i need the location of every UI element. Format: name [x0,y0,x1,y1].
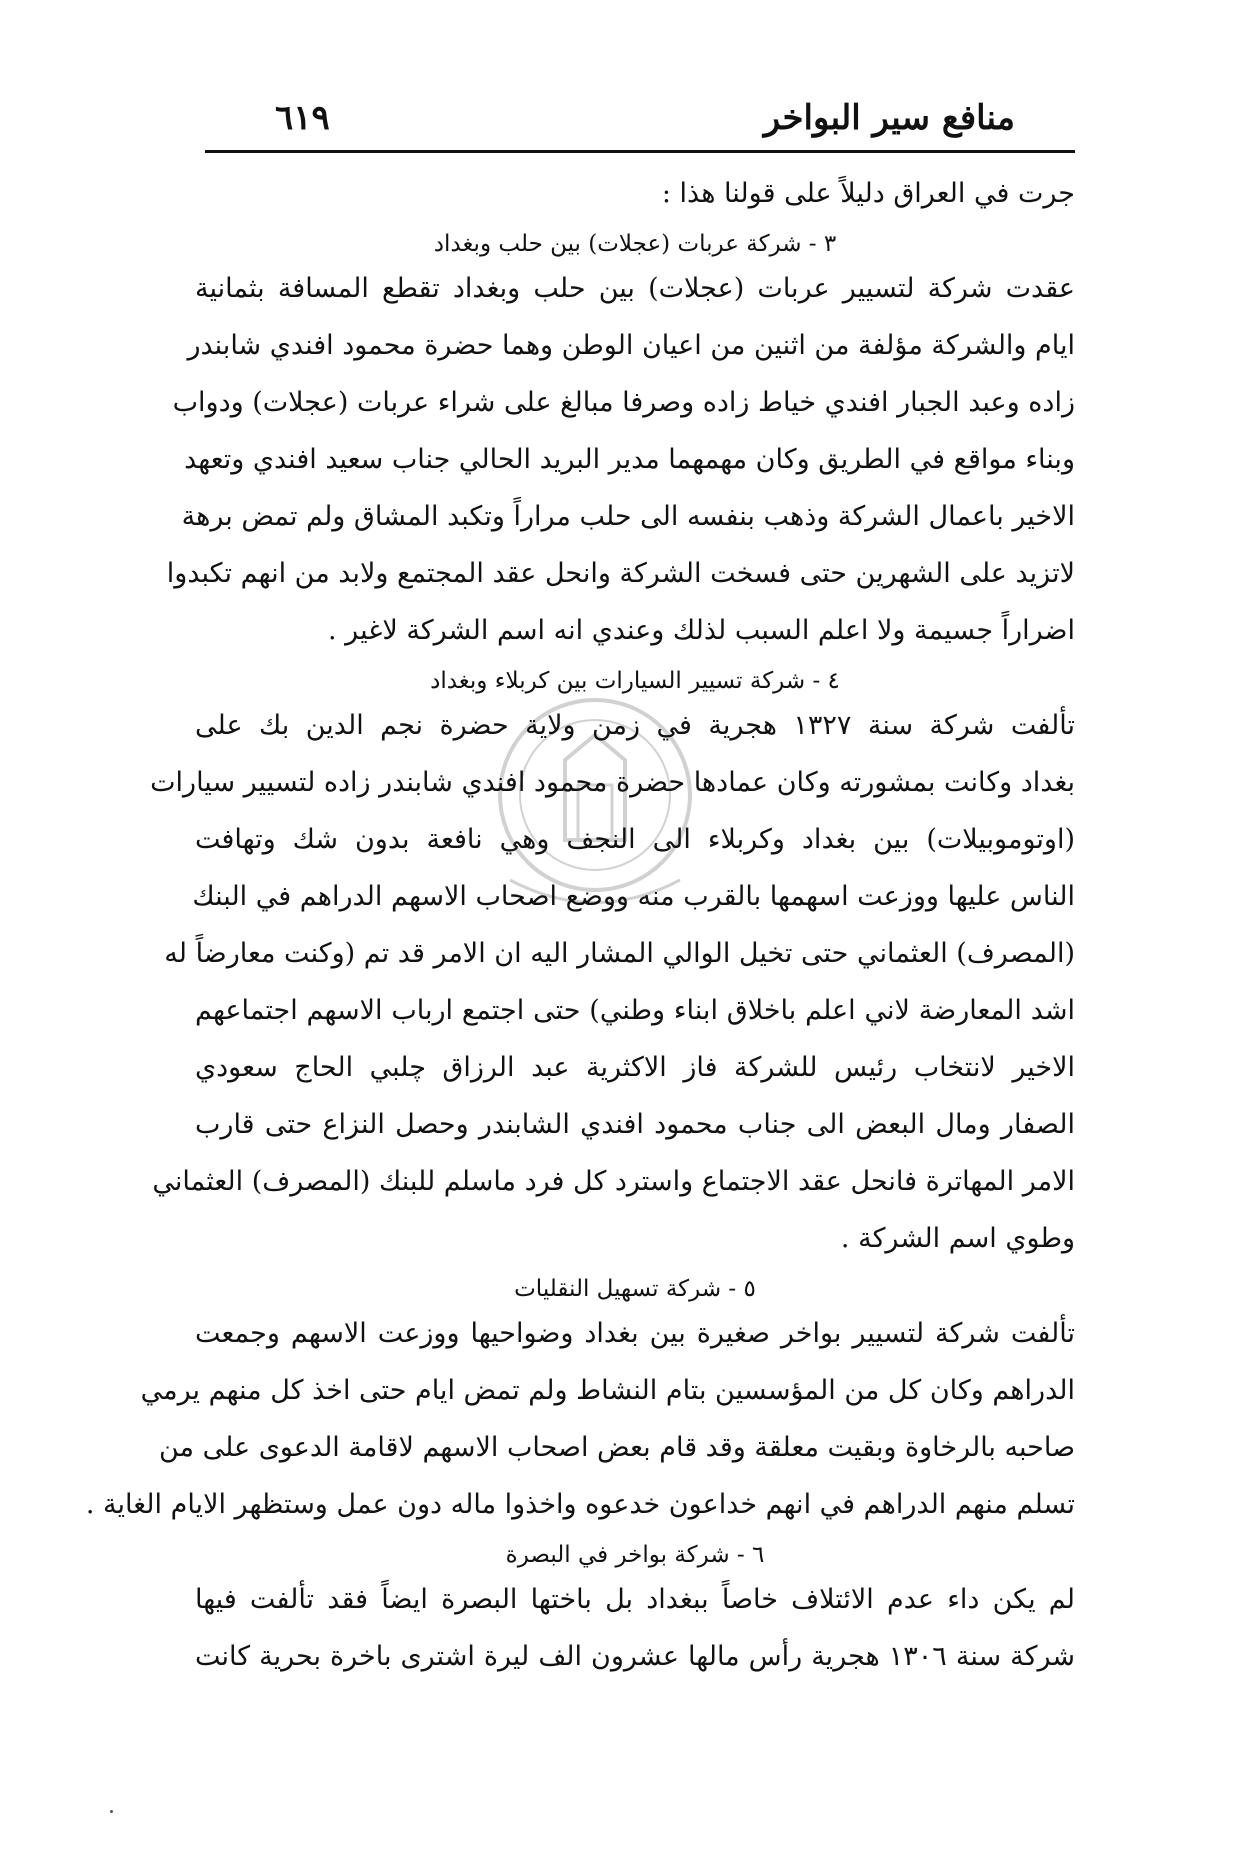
speck [110,1810,113,1813]
page-body [85,170,1076,1690]
text-line: اشد المعارضة لاني اعلم باخلاق ابناء وطني) حتى اجتمع ارباب الاسهم اجتماعهم [195,995,1075,1026]
text-line: اضراراً جسيمة ولا اعلم السبب لذلك وعندي انه اسم الشركة لاغير . [328,615,1075,646]
text-line: لم يكن داء عدم الائتلاف خاصاً ببغداد بل باختها البصرة ايضاً فقد تألفت فيها [195,1584,1075,1615]
text-line: لاتزيد على الشهرين حتى فسخت الشركة وانحل عقد المجتمع ولابد من انهم تكبدوا [166,558,1075,589]
header-rule [205,150,1075,153]
text-line: الامر المهاترة فانحل عقد الاجتماع واسترد كل فرد ماسلم للبنك (المصرف) العثماني [152,1166,1075,1197]
text-line: الاخير لانتخاب رئيس للشركة فاز الاكثرية عبد الرزاق چلبي الحاج سعودي [195,1052,1075,1083]
text-line: (اوتوموبيلات) بين بغداد وكربلاء الى النجف وهي نافعة بدون شك وتهافت [195,824,1075,855]
section-heading: ٦ - شركة بواخر في البصرة [505,1542,765,1568]
section-heading: ٥ - شركة تسهيل النقليات [514,1276,756,1302]
text-line: (المصرف) العثماني حتى تخيل الوالي المشار اليه ان الامر قد تم (وكنت معارضاً له [164,938,1075,969]
text-line: عقدت شركة لتسيير عربات (عجلات) بين حلب وبغداد تقطع المسافة بثمانية [195,273,1075,304]
page-header [205,98,1075,150]
text-line: زاده وعبد الجبار افندي خياط زاده وصرفا مبالغ على شراء عربات (عجلات) ودواب [172,387,1075,418]
text-line: تألفت شركة لتسيير بواخر صغيرة بين بغداد وضواحيها ووزعت الاسهم وجمعت [195,1318,1075,1349]
text-line: الدراهم وكان كل من المؤسسين بتام النشاط ولم تمض ايام حتى اخذ كل منهم يرمي [140,1375,1075,1406]
text-line: الناس عليها ووزعت اسهمها بالقرب منه ووضع اصحاب الاسهم الدراهم في البنك [192,881,1075,912]
text-line: وطوي اسم الشركة . [840,1223,1075,1254]
running-title: منافع سير البواخر [763,98,1015,138]
section-heading: ٣ - شركة عربات (عجلات) بين حلب وبغداد [433,231,837,257]
text-line: ايام والشركة مؤلفة من اثنين من اعيان الوطن وهما حضرة محمود افندي شابندر [187,330,1075,361]
text-line: تسلم منهم الدراهم في انهم خداعون خدعوه واخذوا ماله دون عمل وستظهر الايام الغاية . [85,1489,1075,1520]
text-line: صاحبه بالرخاوة وبقيت معلقة وقد قام بعض اصحاب الاسهم لاقامة الدعوى على من [158,1432,1075,1463]
page-number: ٦١٩ [275,98,330,138]
text-line: وبناء مواقع في الطريق وكان مهمهما مدير البريد الحالي جناب سعيد افندي وتعهد [184,444,1075,475]
text-line: تألفت شركة سنة ١٣٢٧ هجرية في زمن ولاية حضرة نجم الدين بك على [195,710,1076,741]
section-heading: ٤ - شركة تسيير السيارات بين كربلاء وبغداد [430,668,840,694]
text-line: الاخير باعمال الشركة وذهب بنفسه الى حلب مراراً وتكبد المشاق ولم تمض برهة [181,501,1075,532]
text-line: جرت في العراق دليلاً على قولنا هذا : [661,178,1075,209]
text-line: شركة سنة ١٣٠٦ هجرية رأس مالها عشرون الف ليرة اشترى باخرة بحرية كانت [195,1641,1075,1672]
text-line: بغداد وكانت بمشورته وكان عمادها حضرة محمود افندي شابندر زاده لتسيير سيارات [150,767,1075,798]
text-line: الصفار ومال البعض الى جناب محمود افندي الشابندر وحصل النزاع حتى قارب [195,1109,1075,1140]
